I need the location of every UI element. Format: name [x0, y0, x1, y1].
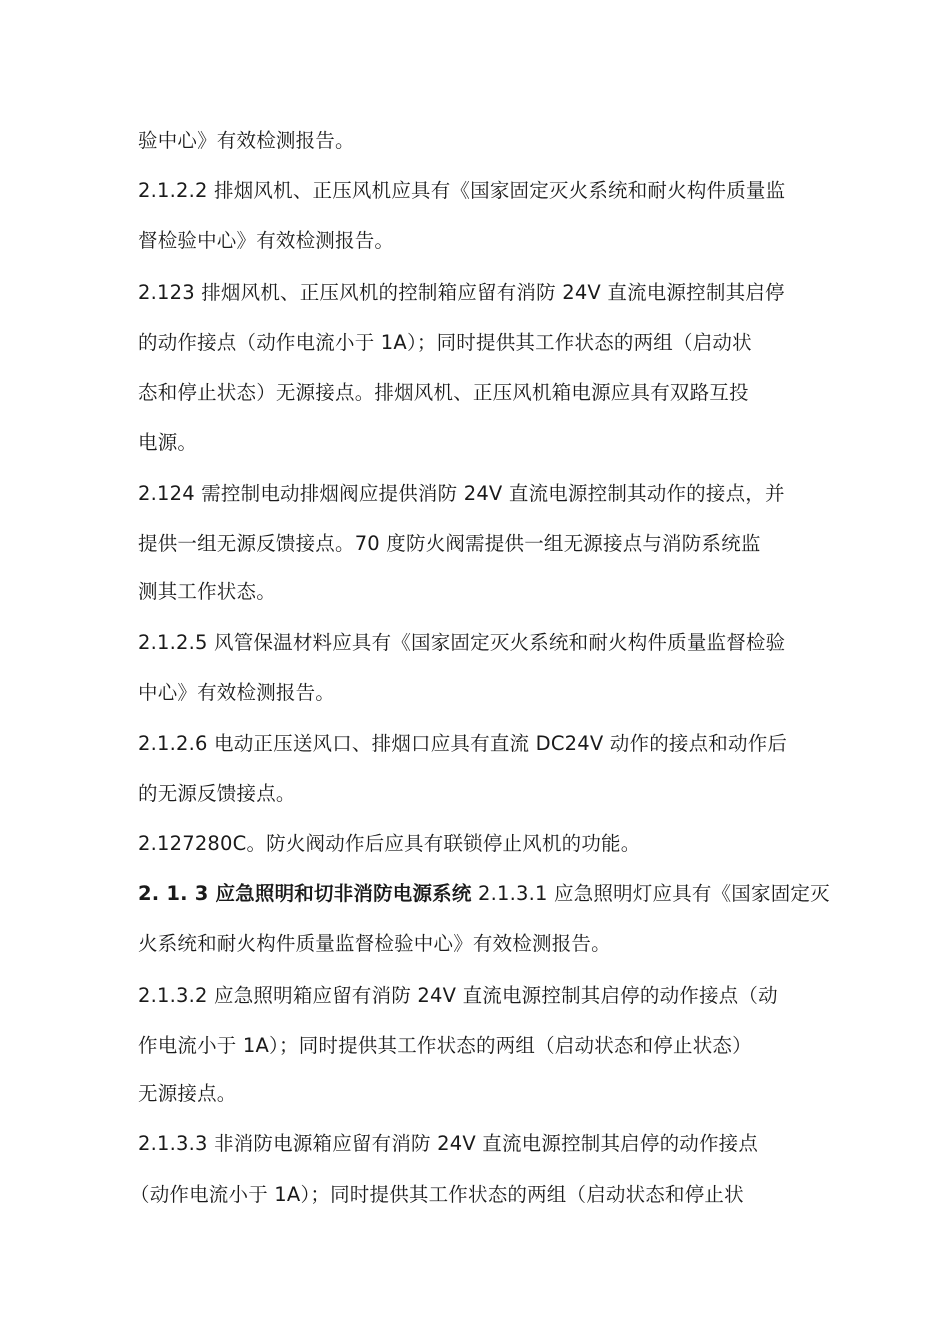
text-line: 2.123 排烟风机、正压风机的控制箱应留有消防 24V 直流电源控制其启停	[138, 281, 785, 304]
text-line: 的动作接点（动作电流小于 1A）；同时提供其工作状态的两组（启动状	[138, 331, 752, 354]
text-line: 提供一组无源反馈接点。70 度防火阀需提供一组无源接点与消防系统监	[138, 532, 761, 555]
section-heading-line	[138, 880, 830, 908]
text-line: 测其工作状态。	[138, 580, 276, 603]
text-line: 2.1.2.2 排烟风机、正压风机应具有《国家固定灭火系统和耐火构件质量监	[138, 179, 786, 202]
text-line: 督检验中心》有效检测报告。	[138, 229, 395, 252]
text-line: 2.1.3.3 非消防电源箱应留有消防 24V 直流电源控制其启停的动作接点	[138, 1132, 759, 1155]
section-heading: 2. 1. 3 应急照明和切非消防电源系统	[138, 882, 472, 905]
text-line: 中心》有效检测报告。	[138, 681, 336, 704]
text-line: 2.1.2.5 风管保温材料应具有《国家固定灭火系统和耐火构件质量监督检验	[138, 631, 786, 654]
text-line: 无源接点。	[138, 1082, 237, 1105]
text-line: 验中心》有效检测报告。	[138, 129, 355, 152]
text-line: 火系统和耐火构件质量监督检验中心》有效检测报告。	[138, 932, 611, 955]
text-line: 2.124 需控制电动排烟阀应提供消防 24V 直流电源控制其动作的接点，并	[138, 482, 785, 505]
text-line: 态和停止状态）无源接点。排烟风机、正压风机箱电源应具有双路互投	[138, 381, 749, 404]
text-line: 作电流小于 1A）；同时提供其工作状态的两组（启动状态和停止状态）	[138, 1034, 752, 1057]
text-line: 电源。	[138, 431, 198, 454]
text-line: 2.1.2.6 电动正压送风口、排烟口应具有直流 DC24V 动作的接点和动作后	[138, 732, 788, 755]
text-line: 的无源反馈接点。	[138, 782, 296, 805]
section-heading-rest: 2.1.3.1 应急照明灯应具有《国家固定灭	[471, 882, 830, 905]
text-line: 2.1.3.2 应急照明箱应留有消防 24V 直流电源控制其启停的动作接点（动	[138, 984, 778, 1007]
text-line: （动作电流小于 1A）；同时提供其工作状态的两组（启动状态和停止状	[130, 1183, 744, 1206]
text-line: 2.127280C。防火阀动作后应具有联锁停止风机的功能。	[138, 832, 641, 855]
